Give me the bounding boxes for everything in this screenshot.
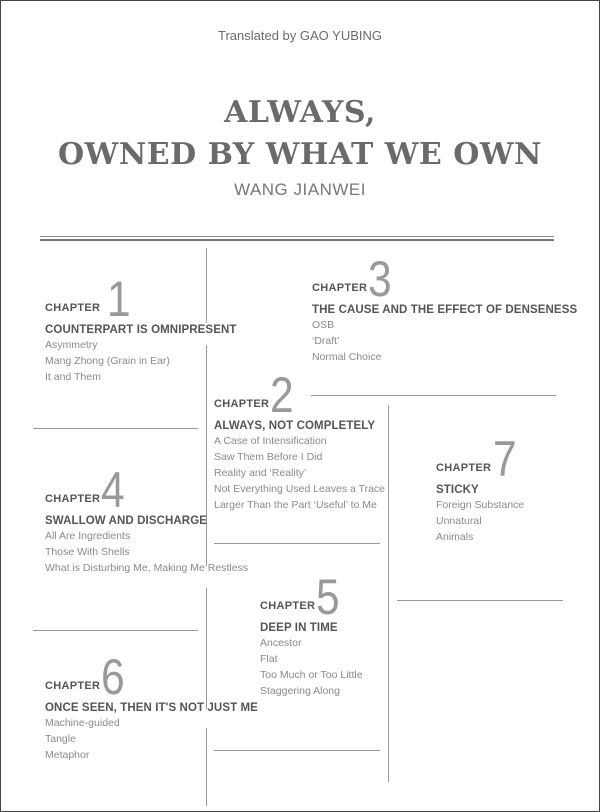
section-item[interactable]: Reality and ‘Reality’ [214, 467, 307, 479]
section-list [436, 497, 524, 545]
chapter-label: CHAPTER [45, 302, 101, 314]
chapter-heading [436, 431, 524, 487]
chapter-heading [45, 271, 237, 327]
section-list [45, 715, 258, 763]
section-item[interactable]: Not Everything Used Leaves a Trace [214, 483, 386, 495]
section-item[interactable]: Larger Than the Part ‘Useful’ to Me [214, 499, 377, 511]
chapter-title[interactable]: COUNTERPART IS OMNIPRESENT [45, 324, 237, 336]
author-name: WANG JIANWEI [234, 180, 366, 199]
chapter-number: 2 [270, 367, 294, 423]
chapter-title[interactable]: ONCE SEEN, THEN IT'S NOT JUST ME [45, 702, 258, 714]
chapter-label: CHAPTER [260, 600, 316, 612]
chapter-title[interactable]: THE CAUSE AND THE EFFECT OF DENSENESS [312, 304, 578, 316]
section-list [312, 317, 577, 365]
title-line-1: ALWAYS, [224, 95, 376, 130]
section-item[interactable]: Saw Them Before I Did [214, 451, 323, 463]
section-item[interactable]: Animals [436, 531, 474, 543]
chapter-number: 7 [493, 431, 517, 487]
section-item[interactable]: Unnatural [436, 515, 482, 527]
section-item[interactable]: Foreign Substance [436, 499, 525, 511]
chapter-label: CHAPTER [45, 493, 101, 505]
section-item[interactable]: Flat [260, 653, 278, 665]
section-item[interactable]: Asymmetry [45, 339, 98, 351]
chapter-number: 3 [368, 251, 392, 307]
section-item[interactable]: It and Them [45, 371, 101, 383]
divider-horizontal [397, 600, 563, 601]
section-item[interactable]: Machine-guided [45, 717, 120, 729]
chapter-3[interactable] [312, 251, 578, 365]
section-item[interactable]: OSB [312, 319, 335, 331]
section-list [45, 337, 237, 385]
chapter-label: CHAPTER [214, 398, 270, 410]
chapter-heading [214, 367, 385, 423]
chapter-label: CHAPTER [312, 282, 368, 294]
chapter-7[interactable] [436, 431, 525, 545]
divider-horizontal [33, 630, 198, 631]
chapter-6[interactable] [45, 649, 258, 763]
chapter-number: 5 [316, 569, 340, 625]
chapter-heading [312, 251, 577, 307]
chapter-number: 4 [101, 462, 125, 518]
section-item[interactable]: What is Disturbing Me, Making Me Restless [45, 562, 249, 574]
section-item[interactable]: All Are Ingredients [45, 530, 131, 542]
header-rule-top [40, 236, 554, 237]
section-item[interactable]: Metaphor [45, 749, 90, 761]
divider-horizontal [33, 428, 198, 429]
section-list [45, 528, 248, 576]
section-list [260, 635, 363, 699]
chapter-number: 1 [107, 271, 131, 327]
translator-credit: Translated by GAO YUBING [217, 28, 382, 43]
chapter-heading [260, 569, 363, 625]
chapter-label: CHAPTER [436, 462, 492, 474]
section-item[interactable]: Those With Shells [45, 546, 130, 558]
section-item[interactable]: A Case of Intensification [214, 435, 327, 447]
chapter-title[interactable]: STICKY [436, 484, 479, 496]
header-rule-bottom [40, 239, 554, 241]
chapter-title[interactable]: SWALLOW AND DISCHARGE [45, 515, 208, 527]
chapter-heading [45, 649, 258, 705]
section-item[interactable]: Normal Choice [312, 351, 382, 363]
chapter-4[interactable] [45, 462, 249, 576]
chapter-number: 6 [101, 649, 125, 705]
section-item[interactable]: Ancestor [260, 637, 302, 649]
section-item[interactable]: Mang Zhong (Grain in Ear) [45, 355, 170, 367]
section-item[interactable]: ‘Draft’ [312, 335, 340, 347]
chapter-1[interactable] [45, 271, 237, 385]
chapter-label: CHAPTER [45, 680, 101, 692]
book-title [0, 92, 600, 176]
divider-vertical [388, 405, 389, 782]
chapter-5[interactable] [260, 569, 363, 699]
chapter-title[interactable]: DEEP IN TIME [260, 622, 338, 634]
section-item[interactable]: Too Much or Too Little [260, 669, 363, 681]
chapter-heading [45, 462, 248, 518]
chapter-title[interactable]: ALWAYS, NOT COMPLETELY [214, 420, 376, 432]
title-line-2: OWNED BY WHAT WE OWN [58, 137, 542, 172]
section-item[interactable]: Staggering Along [260, 685, 340, 697]
section-item[interactable]: Tangle [45, 733, 76, 745]
